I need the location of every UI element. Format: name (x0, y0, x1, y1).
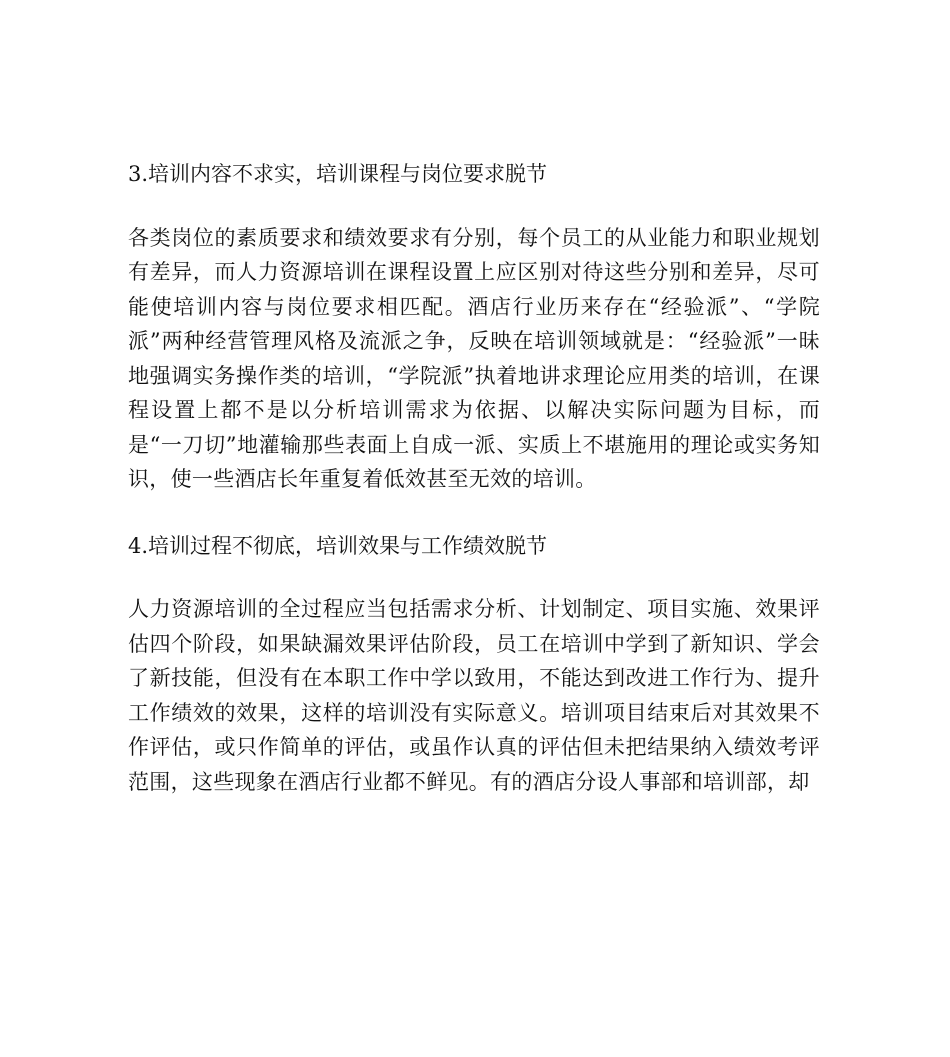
document-body (128, 157, 820, 799)
section-4-paragraph: 人力资源培训的全过程应当包括需求分析、计划制定、项目实施、效果评估四个阶段，如果缺漏效果评估阶段，员工在培训中学到了新知识、学会了新技能，但没有在本职工作中学以致用，不能达到改进工作行为、提升工作绩效的效果，这样的培训没有实际意义。培训项目结束后对其效果不作评估，或只作简单的评估，或虽作认真的评估但未把结果纳入绩效考评范围，这些现象在酒店行业都不鲜见。有的酒店分设人事部和培训部，却 (128, 597, 820, 794)
section-3-paragraph: 各类岗位的素质要求和绩效要求有分别，每个员工的从业能力和职业规划有差异，而人力资源培训在课程设置上应区别对待这些分别和差异，尽可能使培训内容与岗位要求相匹配。酒店行业历来存在“经验派”、“学院派”两种经营管理风格及流派之争，反映在培训领域就是：“经验派”一昧地强调实务操作类的培训，“学院派”执着地讲求理论应用类的培训，在课程设置上都不是以分析培训需求为依据、以解决实际问题为目标，而是“一刀切”地灌输那些表面上自成一派、实质上不堪施用的理论或实务知识，使一些酒店长年重复着低效甚至无效的培训。 (128, 225, 820, 491)
section-3-heading: 3.培训内容不求实，培训课程与岗位要求脱节 (128, 162, 548, 186)
section-4-heading: 4.培训过程不彻底，培训效果与工作绩效脱节 (128, 533, 548, 558)
